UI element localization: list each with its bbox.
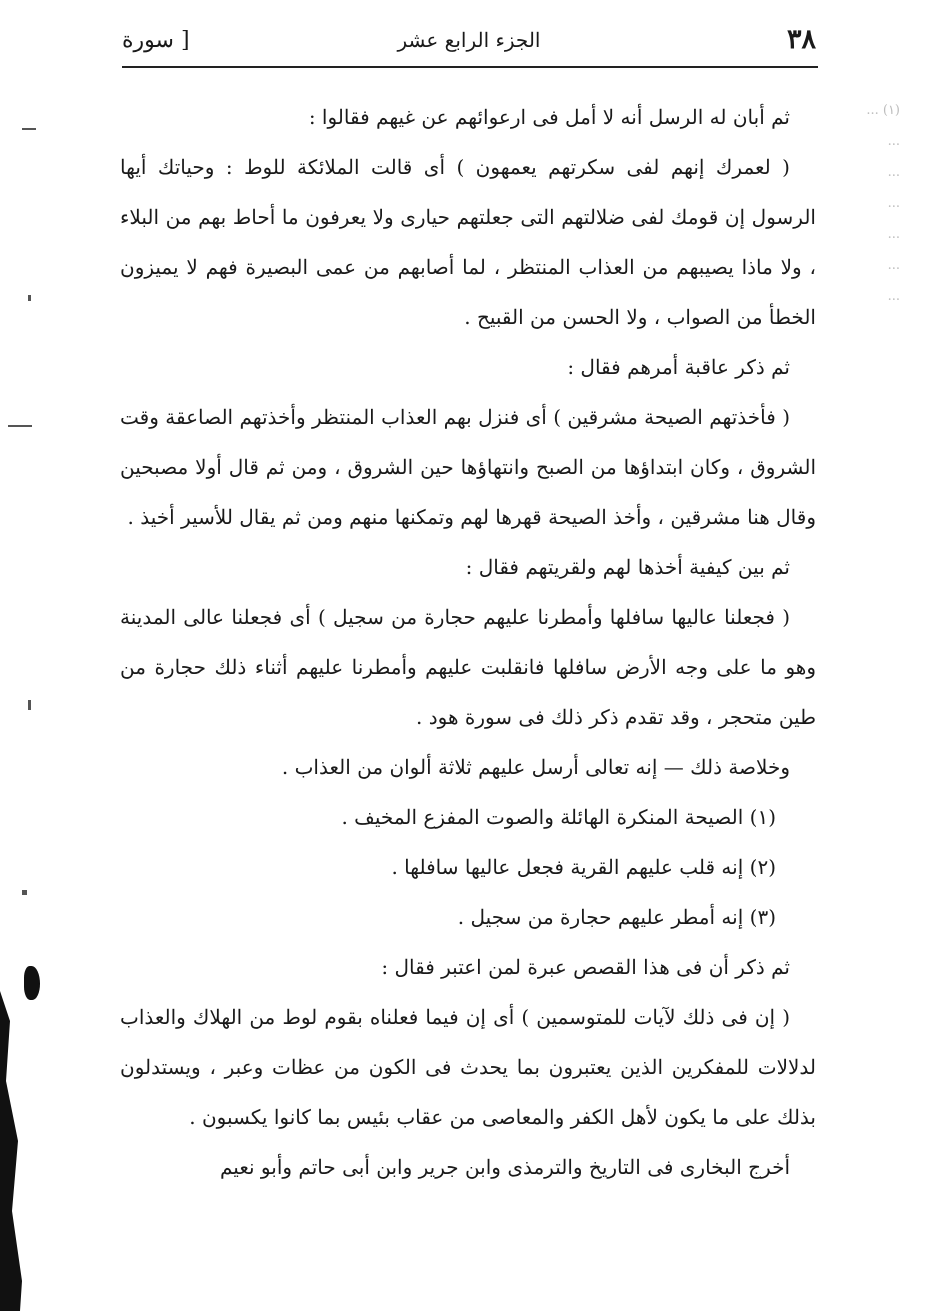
scan-mark (8, 425, 32, 427)
paragraph: ( فجعلنا عاليها سافلها وأمطرنا عليهم حجارة من سجيل ) أى فجعلنا عالى المدينة وهو ما على وجه الأرض سافلها فانقلبت عليهم وأمطرنا عليهم أثناء ذلك حجارة من طين متحجر ، وقد تقدم ذكر ذلك فى سورة هود . (120, 605, 816, 729)
scan-mark (22, 128, 36, 130)
ink-blot (24, 966, 40, 1000)
running-title: الجزء الرابع عشر (397, 28, 541, 52)
margin-note-line: ... (887, 258, 900, 273)
paragraph: ثم ذكر أن فى هذا القصص عبرة لمن اعتبر فقال : (381, 955, 790, 979)
paragraph: ثم أبان له الرسل أنه لا أمل فى ارعوائهم عن غيهم فقالوا : (308, 105, 790, 129)
scan-mark (28, 295, 31, 301)
margin-note-line: (١) ... (866, 103, 900, 118)
paragraph: ( لعمرك إنهم لفى سكرتهم يعمهون ) أى قالت الملائكة للوط : وحياتك أيها الرسول إن قومك لفى ضلالتهم التى جعلتهم حيارى ولا يعرفون ما أحاط بهم من البلاء ، ولا ماذا يصيبهم من العذاب المنتظر ، لما أصابهم من عمى البصيرة فهم لا يميزون الخطأ من الصواب ، ولا الحسن من القبيح . (120, 155, 816, 329)
list-item: (٣) إنه أمطر عليهم حجارة من سجيل . (457, 905, 776, 929)
list-item: (١) الصيحة المنكرة الهائلة والصوت المفزع المخيف . (341, 805, 776, 829)
faded-margin-note (800, 95, 900, 312)
header-rule (122, 66, 818, 68)
list-item: (٢) إنه قلب عليهم القرية فجعل عاليها سافلها . (391, 855, 776, 879)
page-number: ٣٨ (786, 24, 816, 55)
main-text (120, 92, 816, 1192)
margin-note-line: ... (887, 165, 900, 180)
margin-note-line: ... (887, 196, 900, 211)
paragraph: ثم ذكر عاقبة أمرهم فقال : (567, 355, 790, 379)
paragraph: ( فأخذتهم الصيحة مشرقين ) أى فنزل بهم العذاب المنتظر وأخذتهم الصاعقة وقت الشروق ، وكان ابتداؤها من الصبح وانتهاؤها حين الشروق ، ومن ثم قال أولا مصبحين وقال هنا مشرقين ، وأخذ الصيحة قهرها لهم وتمكنها منهم ومن ثم يقال للأسير أخيذ . (120, 405, 816, 529)
paragraph: ثم بين كيفية أخذها لهم ولقريتهم فقال : (465, 555, 790, 579)
margin-note-line: ... (887, 227, 900, 242)
margin-note-line: ... (887, 134, 900, 149)
page-header (122, 22, 816, 62)
scan-mark (22, 890, 27, 895)
paragraph: ( إن فى ذلك لآيات للمتوسمين ) أى إن فيما فعلناه بقوم لوط من الهلاك والعذاب لدلالات للمفكرين الذين يعتبرون بما يحدث فى الكون من عظات وعبر ، ويستدلون بذلك على ما يكون لأهل الكفر والمعاصى من عقاب بئيس بما كانوا يكسبون . (120, 1005, 816, 1129)
paragraph: وخلاصة ذلك — إنه تعالى أرسل عليهم ثلاثة ألوان من العذاب . (281, 755, 790, 779)
paragraph: أخرج البخارى فى التاريخ والترمذى وابن جرير وابن أبى حاتم وأبو نعيم (220, 1155, 790, 1179)
binding-shadow (0, 991, 26, 1311)
sura-label: [ سورة (122, 28, 190, 53)
scan-mark (28, 700, 31, 710)
margin-note-line: ... (887, 289, 900, 304)
